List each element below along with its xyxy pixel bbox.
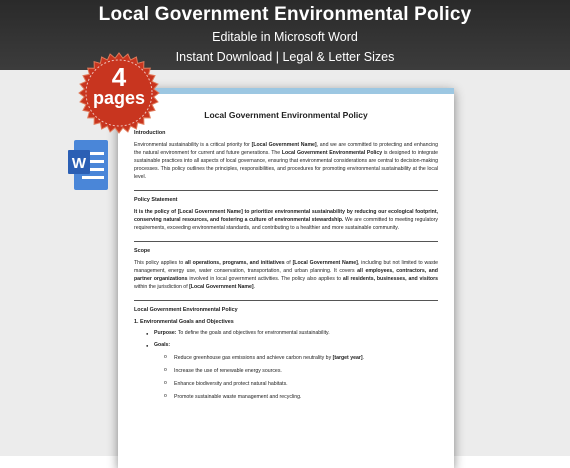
text-run: , and we are committed to protecting and enhancing the natural environment for current and future generations. The — [134, 142, 438, 156]
divider — [134, 300, 438, 301]
text-run: involved in local government activities. The policy also applies to — [187, 276, 343, 282]
document-page — [118, 88, 454, 468]
scope-heading: Scope — [134, 248, 151, 254]
scope-paragraph — [134, 259, 438, 291]
text-run-bold: [Local Government Name] — [292, 260, 358, 266]
goal-item — [164, 381, 438, 388]
divider — [134, 190, 438, 191]
subsection-heading: 1. Environmental Goals and Objectives — [134, 319, 234, 325]
text-run: . — [253, 284, 256, 290]
purpose-text: To define the goals and objectives for environmental sustainability. — [176, 330, 330, 336]
goal-text-bold: [target year] — [332, 355, 363, 361]
text-run-bold: all residents, businesses, and visitors — [342, 276, 438, 282]
text-run-bold: [Local Government Name] — [251, 142, 317, 148]
text-run-bold: Local Government Environmental Policy — [281, 150, 383, 156]
text-run: , including but not limited to waste management, energy use, water conservation, transportation, and urban planning. It covers — [134, 260, 439, 274]
goal-text: Increase the use of renewable energy sources. — [174, 368, 282, 374]
text-run: within the jurisdiction of — [134, 284, 190, 290]
divider — [134, 241, 438, 242]
goal-item — [164, 394, 438, 401]
text-run: of — [284, 260, 293, 266]
policy-statement-paragraph — [134, 208, 438, 232]
policy-statement-heading: Policy Statement — [134, 197, 178, 203]
svg-text:W: W — [71, 155, 87, 172]
intro-heading: Introduction — [134, 130, 166, 136]
text-run: Environmental sustainability is a critical priority for — [134, 142, 252, 148]
goal-item — [164, 355, 438, 362]
text-run-bold: all employees, contractors, and partner organizations — [134, 268, 438, 282]
purpose-item — [146, 330, 438, 337]
text-run-bold: It is the policy of [Local Government Name] to prioritize environmental sustainability by reducing our ecological footprint, conserving natural resources, and fostering a culture of environmental stewardship. — [134, 209, 438, 223]
goal-text: Reduce greenhouse gas emissions and achieve carbon neutrality by — [174, 355, 333, 361]
badge-number: 4 — [111, 62, 127, 92]
text-run: We are committed to meeting regulatory requirements, exceeding environmental standards, and contributing to a healthier and more sustainable community. — [134, 217, 439, 231]
purpose-label: Purpose: — [154, 330, 177, 336]
text-run: is designed to integrate sustainable practices into all aspects of local governance, ensuring that environmental considerations are central to decision-making processes. This policy outlines the principles, responsibilities, and procedures for promoting environmental sustainability at the local level. — [134, 150, 438, 180]
goal-item — [164, 368, 438, 375]
goals-item — [146, 342, 438, 349]
goal-text: Promote sustainable waste management and recycling. — [174, 394, 302, 400]
text-run: This policy applies to — [134, 260, 186, 266]
badge-word: pages — [92, 88, 146, 108]
goals-label: Goals: — [154, 342, 171, 348]
goal-text: . — [362, 355, 365, 361]
product-subtitle-2: Instant Download | Legal & Letter Sizes — [175, 50, 395, 64]
goal-text: Enhance biodiversity and protect natural habitats. — [174, 381, 288, 387]
page-count-badge — [78, 52, 160, 134]
document-title: Local Government Environmental Policy — [204, 110, 368, 120]
text-run-bold: [Local Government Name] — [189, 284, 254, 290]
text-run-bold: all operations, programs, and initiatives — [185, 260, 285, 266]
section-heading: Local Government Environmental Policy — [134, 307, 238, 313]
product-title: Local Government Environmental Policy — [98, 4, 472, 25]
microsoft-word-icon — [68, 138, 110, 192]
intro-paragraph — [134, 141, 438, 181]
product-subtitle: Editable in Microsoft Word — [212, 30, 358, 44]
